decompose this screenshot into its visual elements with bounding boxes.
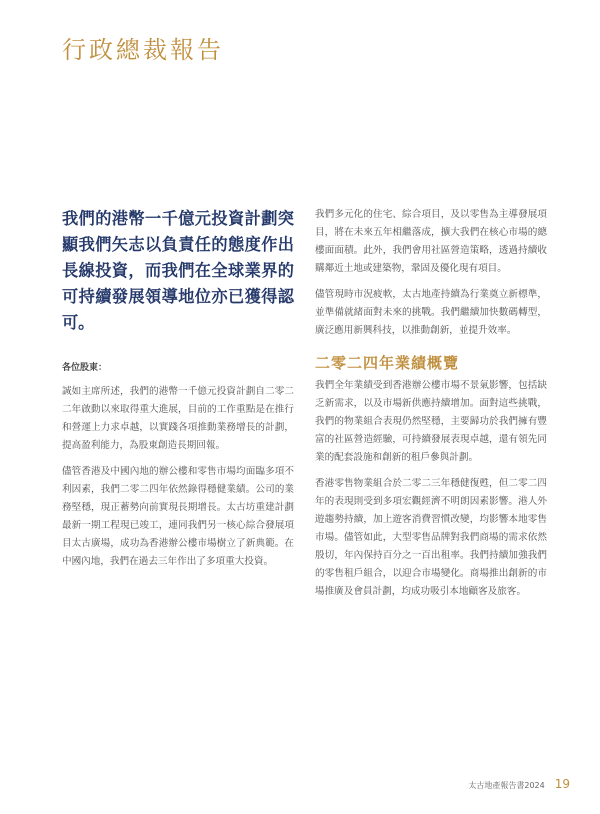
- left-column: [62, 206, 294, 579]
- paragraph: 誠如主席所述，我們的港幣一千億元投資計劃自二零二二年啟動以來取得重大進展，目前的工作重點是在推行和營運上力求卓越，以實踐各項推動業務增長的計劃，提高盈利能力，為股東創造長期回報。: [62, 386, 294, 451]
- page-title: 行政總裁報告: [62, 36, 224, 64]
- document-name: 太古地產報告書2024: [468, 781, 545, 790]
- paragraph: 香港零售物業組合於二零二三年穩健復甦，但二零二四年的表現則受到多項宏觀經濟不明朗因素影響。港人外遊趨勢持續，加上遊客消費習慣改變，均影響本地零售市場。儘管如此，大型零售品牌對我們商場的需求依然殷切，年內保持百分之一百出租率。我們持續加強我們的零售租戶組合，以迎合市場變化。商場推出創新的市場推廣及會員計劃，均成功吸引本地顧客及旅客。: [315, 478, 547, 597]
- paragraph: 儘管香港及中國內地的辦公樓和零售市場均面臨多項不利因素，我們二零二四年依然錄得穩健業績。公司的業務堅穩，現正蓄勢向前實現長期增長。太古坊重建計劃最新一期工程現已竣工，連同我們另一核心綜合發展項目太古廣場，成功為香港辦公樓市場樹立了新典範。在中國內地，我們在過去三年作出了多項重大投資。: [62, 466, 294, 567]
- paragraph: 我們多元化的住宅、綜合項目，及以零售為主導發展項目，將在未來五年相繼落成，擴大我們在核心市場的總樓面面積。此外，我們會用社區營造策略，透過持續收購鄰近土地或建築物，鞏固及優化現有項目。: [315, 209, 547, 274]
- salutation: 各位股東：: [62, 363, 108, 373]
- page-footer: [468, 777, 570, 791]
- right-column: [315, 206, 547, 609]
- headline: 我們的港幣一千億元投資計劃突顯我們矢志以負責任的態度作出長線投資，而我們在全球業界的可持續發展領導地位亦已獲得認可。: [62, 209, 294, 332]
- section-heading: 二零二四年業績概覽: [315, 354, 460, 372]
- paragraph: 我們全年業績受到香港辦公樓市場不景氣影響，包括缺乏新需求，以及市場新供應持續增加。面對這些挑戰，我們的物業組合表現仍然堅穩，主要歸功於我們擁有豐富的社區營造經驗，可持續發展表現卓越，還有領先同業的配套設施和創新的租戶參與計劃。: [315, 380, 547, 463]
- page-number: 19: [554, 777, 570, 791]
- paragraph: 儘管現時市況疲軟，太古地產持續為行業奠立新標準，並準備就緒面對未來的挑戰。我們繼續加快數碼轉型，廣泛應用新興科技，以推動創新，並提升效率。: [315, 289, 547, 336]
